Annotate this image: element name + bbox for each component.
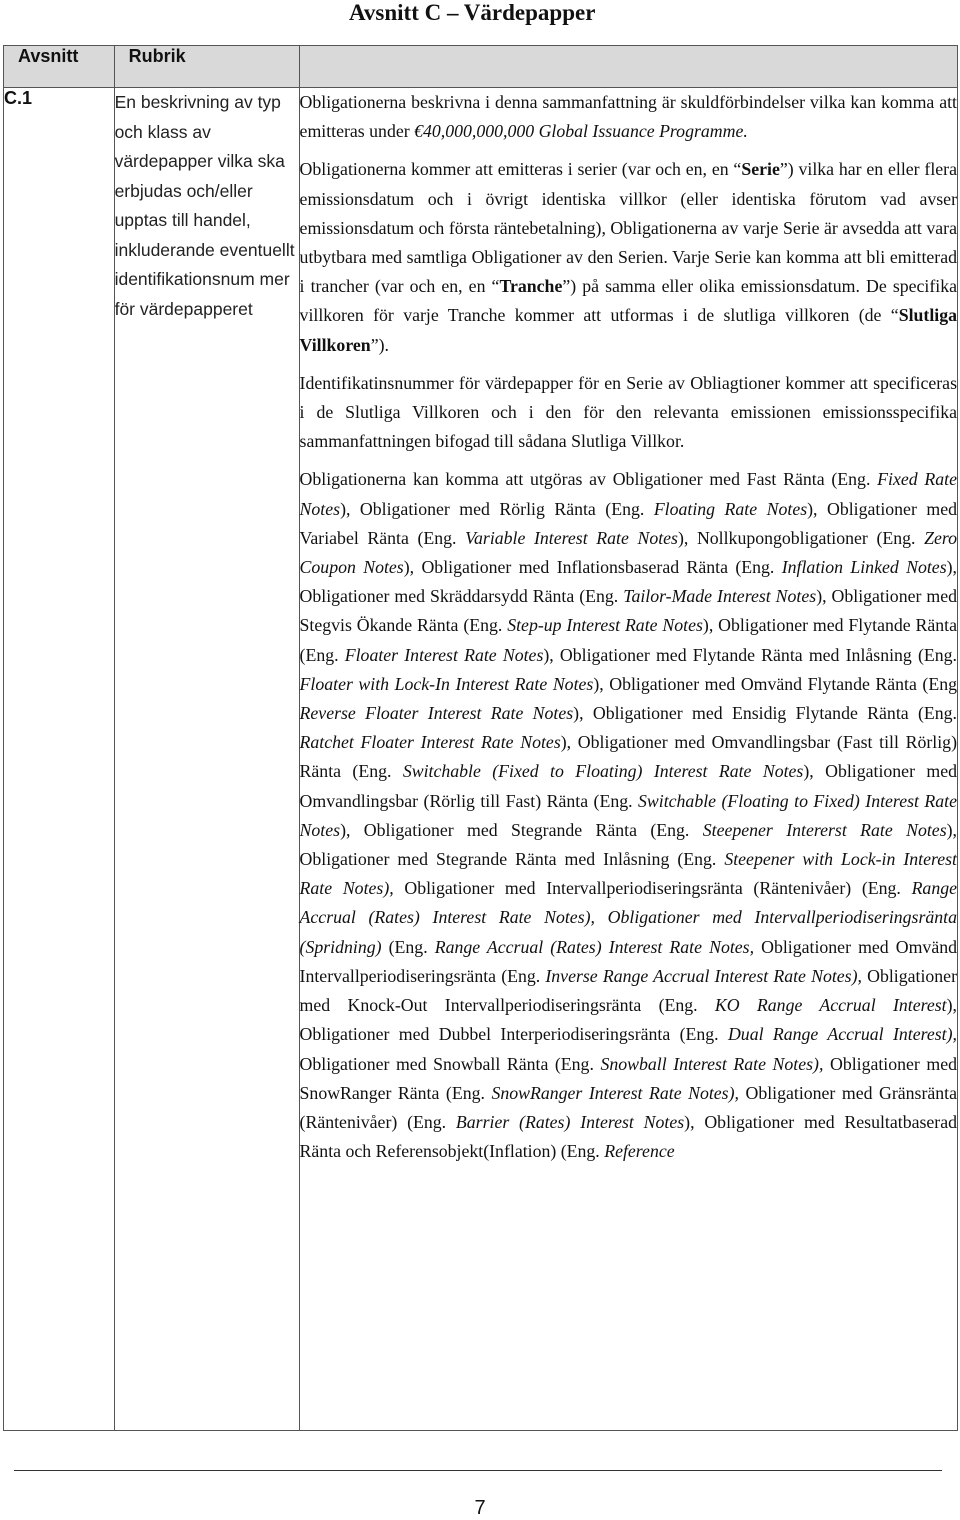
text-segment: ), Obligationer med Stegvis Ökande Ränta (Eng. xyxy=(299,586,957,636)
italic-term: Fixed Rate Notes xyxy=(299,469,957,519)
text-segment: ), Obligationer med Variabel Ränta (Eng. xyxy=(299,498,957,548)
text-segment: ), Obligationer med Flytande Ränta (Eng. xyxy=(299,615,957,665)
italic-term: Tailor-Made Interest Notes xyxy=(623,586,817,607)
section-title: Avsnitt C – Värdepapper xyxy=(349,0,596,25)
text-segment: ), Obligationer med Skräddarsydd Ränta (Eng. xyxy=(299,557,957,607)
text-segment: ), Obligationer med Omvandlingsbar (Rörlig till Fast) Ränta (Eng. xyxy=(299,761,957,811)
paragraph-4 xyxy=(300,465,957,1166)
text-segment: ), Obligationer med Omvandlingsbar (Fast till Rörlig) Ränta (Eng. xyxy=(299,732,957,782)
summary-table xyxy=(3,45,958,1431)
text-segment: Obligationer med Intervallperiodiseringsränta (Räntenivåer) (Eng. xyxy=(393,878,912,899)
header-rubrik: Rubrik xyxy=(114,46,299,88)
text-segment: ), Obligationer med Stegrande Ränta (Eng. xyxy=(340,819,703,840)
text-segment: Obligationer med Knock-Out Intervallperiodiseringsränta (Eng. xyxy=(299,965,957,1016)
text-segment: ), Obligationer med Ensidig Flytande Ränta (Eng. xyxy=(573,703,957,724)
rubric-text: En beskrivning av typ och klass av värdepapper vilka ska erbjudas och/eller upptas till handel, inkluderande eventuellt identifikationsnum mer för värdepapperet xyxy=(114,88,299,1431)
text-segment: ), Obligationer med Flytande Ränta med Inlåsning (Eng. xyxy=(543,644,957,665)
page-heading xyxy=(0,0,960,36)
text-segment: Obligationer med Omvänd Intervallperiodiseringsränta (Eng. xyxy=(299,936,958,986)
italic-term: Floater with Lock-In Interest Rate Notes xyxy=(299,673,594,694)
text-segment: ), Obligationer med Dubbel Interperiodiseringsränta (Eng. xyxy=(299,995,957,1045)
paragraph-2: Obligationerna kommer att emitteras i serier (var och en, en “Serie”) vilka har en eller flera emissionsdatum och i övrigt identiska villkor (eller identiska förutom vad avser emissionsdatum och första räntebetalning), Obligationerna av varje Serie är avsedda att vara utbytbara med samtliga Obligationer av den Serien. Varje Serie kan komma att bli emitterad i trancher (var och en, en “Tranche”) på samma eller olika emissionsdatum. De specifika villkoren för varje Tranche kommer att utformas i de slutliga villkoren (de “Slutliga Villkoren”). xyxy=(299,159,957,355)
page-number: 7 xyxy=(474,1497,486,1519)
italic-term: Dual Range Accrual Interest), xyxy=(727,1024,957,1045)
text-segment: Obligationer med Snowball Ränta (Eng. xyxy=(299,1053,601,1074)
italic-term: Steepener with Lock-in Interest Rate Notes), xyxy=(299,849,957,899)
text-segment: Obligationer med Gränsränta (Räntenivåer) (Eng. xyxy=(299,1082,957,1132)
italic-term: Variable Interest Rate Notes xyxy=(465,527,678,548)
text-segment: ), Obligationer med Omvänd Flytande Ränta (Eng xyxy=(593,673,957,694)
italic-term: Inflation Linked Notes xyxy=(781,557,947,578)
text-segment: ), Obligationer med Rörlig Ränta (Eng. xyxy=(340,498,654,519)
italic-term: SnowRanger Interest Rate Notes), xyxy=(491,1082,739,1103)
footer-rule xyxy=(14,1470,942,1471)
italic-term: Switchable (Fixed to Floating) Interest Rate Notes xyxy=(402,761,804,782)
italic-term: Range Accrual (Rates) Interest Rate Notes, xyxy=(434,936,755,957)
text-segment: Obligationer med SnowRanger Ränta (Eng. xyxy=(299,1053,958,1103)
italic-term: Snowball Interest Rate Notes), xyxy=(600,1053,824,1074)
italic-term: Zero Coupon Notes xyxy=(299,527,957,578)
section-id: C.1 xyxy=(4,88,115,1431)
table-row xyxy=(4,88,958,1431)
paragraph-1: Obligationerna beskrivna i denna sammanfattning är skuldförbindelser vilka kan komma att emitteras under €40,000,000,000 Global Issuance Programme. xyxy=(299,92,957,142)
italic-term: Switchable (Floating to Fixed) Interest Rate Notes xyxy=(299,790,957,840)
text-segment: ), Obligationer med Resultatbaserad Ränta och Referensobjekt(Inflation) (Eng. xyxy=(299,1111,957,1162)
italic-term: Floater Interest Rate Notes xyxy=(344,644,544,665)
italic-term: Ratchet Floater Interest Rate Notes xyxy=(299,732,561,753)
paragraph-3: Identifikatinsnummer för värdepapper för en Serie av Obliagtioner kommer att specificeras i de Slutliga Villkoren och i den för den relevanta emissionen emissionsspecifika sammanfattningen bifogad till sådana Slutliga Villkor. xyxy=(299,372,957,452)
italic-term: Barrier (Rates) Interest Notes xyxy=(455,1111,685,1132)
italic-term: Reverse Floater Interest Rate Notes xyxy=(299,703,574,724)
text-segment: ), Nollkupongobligationer (Eng. xyxy=(677,527,925,548)
header-avsnitt: Avsnitt xyxy=(4,46,115,88)
header-content xyxy=(299,46,957,88)
italic-term: Steepener Intererst Rate Notes xyxy=(702,819,947,840)
italic-term: Step-up Interest Rate Notes xyxy=(507,615,703,636)
text-segment: ), Obligationer med Stegrande Ränta med Inlåsning (Eng. xyxy=(299,819,957,870)
text-segment: Obligationerna kan komma att utgöras av Obligationer med Fast Ränta (Eng. xyxy=(299,469,878,490)
italic-term: Inverse Range Accrual Interest Rate Notes), xyxy=(545,965,862,986)
text-segment: (Eng. xyxy=(381,936,435,957)
table-header-row xyxy=(4,46,958,88)
text-segment: ), Obligationer med Inflationsbaserad Ränta (Eng. xyxy=(403,557,782,578)
italic-term: Floating Rate Notes xyxy=(653,498,808,519)
italic-term: Range Accrual (Rates) Interest Rate Notes), Obligationer med Intervallperiodiseringsränta (Spridning) xyxy=(299,878,957,957)
content-cell xyxy=(299,88,957,1431)
italic-term: Reference xyxy=(604,1141,675,1162)
italic-term: KO Range Accrual Interest xyxy=(714,995,947,1016)
